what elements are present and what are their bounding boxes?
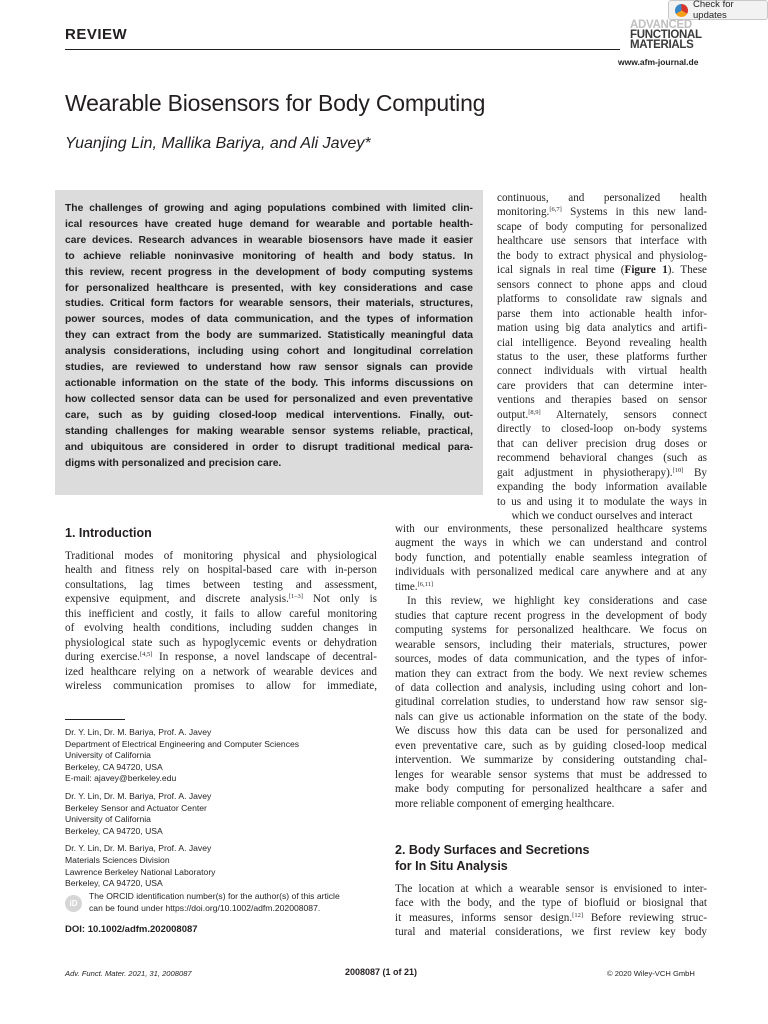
article-authors: Yuanjing Lin, Mallika Bariya, and Ali Javey* — [65, 135, 371, 152]
text-line: to us and using it to modulate the ways in — [497, 495, 707, 508]
text-line: body function, and potentially enable seamless integration of — [395, 551, 707, 564]
citation-ref[interactable]: [4,5] — [139, 651, 153, 659]
text-line: wireless communication promises to allow for immediate, — [65, 680, 377, 693]
affiliation-block — [65, 843, 385, 889]
affiliation-line: Dr. Y. Lin, Dr. M. Bariya, Prof. A. Javey — [65, 790, 212, 801]
affiliation-line: Lawrence Berkeley National Laboratory — [65, 866, 216, 877]
text-line: We discuss how this data can be used for personalized and — [395, 725, 707, 738]
abstract-line: analysis considerations, including using cohort and longitudinal correlation — [65, 346, 473, 358]
text-line: intervention. We summarize by considering outstanding chal- — [395, 754, 707, 767]
orcid-text — [89, 891, 340, 914]
affiliation-line: University of California — [65, 814, 151, 825]
text-line: In this review, we highlight key considerations and case — [407, 595, 707, 608]
text-fragment: it measures, informs sensor design. — [395, 911, 573, 924]
text-line: expanding the body information available — [497, 481, 707, 494]
text-line: studies that capture recent progress in the development of body — [395, 609, 707, 622]
text-line: physiological state such as hypoglycemic events or dehydration — [65, 636, 377, 649]
text-line — [395, 580, 707, 594]
affiliation-line: Dr. Y. Lin, Dr. M. Bariya, Prof. A. Javey — [65, 843, 212, 854]
affiliation-block — [65, 791, 385, 837]
citation-ref[interactable]: [1–3] — [288, 593, 303, 601]
text-line: tural and material considerations, we first review key body — [395, 926, 707, 939]
affiliation-line: Berkeley, CA 94720, USA — [65, 878, 163, 889]
text-line: care providers that can determine inter- — [497, 379, 707, 392]
affiliation-line: Dr. Y. Lin, Dr. M. Bariya, Prof. A. Javey — [65, 727, 212, 737]
text-line: sensors connect to phone apps and cloud — [497, 278, 707, 291]
text-line: individuals with personalized medical care anywhere and at any — [395, 566, 707, 579]
figure-ref[interactable]: Figure 1 — [624, 264, 668, 277]
text-fragment: Systems in this new land- — [561, 206, 707, 219]
text-line — [497, 466, 707, 480]
abstract-line: actionable information on the state of the body. This informs discussions on — [65, 377, 473, 389]
affiliation-line: Berkeley, CA 94720, USA — [65, 825, 163, 836]
abstract-line: they can extract from the body are summarized. Statistically meaningful data — [65, 330, 473, 342]
text-line: the body to extract physical and physiolog- — [497, 249, 707, 262]
text-line: mation using big data analytics and artifi- — [497, 322, 707, 335]
abstract-line: studies, are reviewed to understand how raw sensor signals can provide — [65, 362, 473, 374]
text-line — [497, 263, 707, 277]
journal-logo-line: ADVANCED — [630, 19, 692, 31]
abstract-line: power sources, modes of data communication, and the types of information — [65, 314, 473, 326]
citation-ref[interactable]: [6,11] — [417, 580, 434, 588]
text-line: mation they can extract from the body. We next review schemes — [395, 667, 707, 680]
journal-logo-line: FUNCTIONAL — [630, 29, 702, 41]
text-line: augment the ways in which we can understand and control — [395, 537, 707, 550]
text-line: connect individuals with virtual health — [497, 365, 707, 378]
affiliation-block — [65, 727, 385, 785]
text-line: consultations, lag times between testing and assessment, — [65, 578, 377, 591]
body-text-right — [395, 522, 707, 811]
citation-ref[interactable]: [10] — [672, 466, 684, 474]
text-line: which we conduct ourselves and interact — [511, 509, 693, 522]
text-line: nals can give us actionable information on the state of the body. — [395, 710, 707, 723]
journal-url[interactable]: www.afm-journal.de — [618, 57, 699, 67]
text-line: Traditional modes of monitoring physical and physiological — [65, 550, 377, 562]
text-line: more reliable component of emerging healthcare. — [395, 797, 615, 810]
text-line: parse them into actionable health infor- — [497, 307, 707, 320]
affiliation-line: Materials Sciences Division — [65, 854, 170, 865]
text-fragment: during exercise. — [65, 651, 140, 664]
body-text-right-top — [497, 191, 707, 523]
orcid-line: The ORCID identification number(s) for the author(s) of this article — [89, 891, 340, 901]
abstract-line: The challenges of growing and aging populations combined with limited clin- — [65, 203, 473, 214]
text-line: ventions and therapies based on sensor — [497, 394, 707, 407]
text-line: lenges for wearable sensor systems that must be addressed to — [395, 768, 707, 781]
text-line: sources, modes of data communication, and the types of infor- — [395, 653, 707, 666]
crossmark-icon — [675, 4, 688, 17]
text-fragment: By — [683, 466, 707, 479]
body-text-section2 — [395, 882, 707, 940]
text-fragment: time. — [395, 580, 418, 593]
text-line: platforms to consolidate raw signals and — [497, 293, 707, 306]
text-line — [65, 650, 377, 664]
article-title: Wearable Biosensors for Body Computing — [65, 90, 486, 116]
text-line — [395, 911, 707, 925]
abstract-line: how collected sensor data can be used for personalized and even preventative — [65, 393, 473, 405]
text-line: health and fitness rely on hospital-based care with in-person — [65, 564, 377, 577]
text-fragment: In response, a novel landscape of decentral- — [152, 651, 377, 664]
body-text-introduction — [65, 549, 377, 694]
text-fragment: Before reviewing struc- — [583, 911, 708, 924]
affiliation-line: University of California — [65, 750, 151, 761]
abstract-line: digms with personalized and precision care. — [65, 457, 282, 469]
text-fragment: Not only is — [302, 593, 377, 606]
footnote-rule — [65, 719, 125, 720]
abstract-line: to achieve reliable noninvasive monitoring of health and body status. In — [65, 250, 473, 262]
text-line: this inefficient and costly, it fails to allow careful monitoring — [65, 607, 377, 620]
orcid-link[interactable]: can be found under https://doi.org/10.1002/adfm.202008087. — [89, 902, 321, 913]
text-line: that can deliver precision drug doses or — [497, 437, 707, 450]
abstract-line: care devices. Research advances in wearable biosensors have made it easier — [65, 234, 473, 246]
section-label: REVIEW — [65, 26, 128, 43]
text-line: of data collection and analysis, including using cohort and lon- — [395, 681, 707, 694]
text-line: continuous, and personalized health — [497, 192, 707, 204]
text-line — [497, 205, 707, 219]
abstract-line: ical resources have created huge demand for wearable and portable health- — [65, 218, 473, 230]
abstract-line: care, such as by guiding closed-loop medical interventions. Finally, out- — [65, 409, 473, 421]
affiliation-line: Department of Electrical Engineering and Computer Sciences — [65, 738, 300, 749]
text-line — [65, 592, 377, 606]
affiliation-line: Berkeley Sensor and Actuator Center — [65, 802, 207, 813]
text-line: scape of body computing for personalized — [497, 220, 707, 233]
text-fragment: monitoring. — [497, 206, 550, 219]
text-line: computing systems for personalized healthcare. We focus on — [395, 624, 707, 637]
text-line: with our environments, these personalized healthcare systems — [395, 523, 707, 535]
text-fragment: gait adjustment in physiotherapy). — [497, 466, 673, 479]
citation-ref[interactable]: [8,9] — [528, 408, 541, 416]
section-heading-line: for In Situ Analysis — [395, 859, 508, 873]
header-rule — [65, 49, 620, 50]
journal-logo-line: MATERIALS — [630, 39, 694, 51]
affiliation-email[interactable]: E-mail: ajavey@berkeley.edu — [65, 773, 177, 784]
abstract-line: this review, recent progress in the development of body computing systems — [65, 266, 473, 278]
journal-logo — [630, 20, 708, 56]
text-line: wearable sensors, including their materials, structures, power — [395, 638, 707, 651]
text-fragment: ). These — [667, 264, 707, 277]
check-for-updates-label: Check for updates — [693, 0, 734, 21]
section-heading-introduction: 1. Introduction — [65, 526, 152, 540]
text-line: status to the user, these platforms further — [497, 350, 707, 363]
text-line: of evolving health conditions, including sudden changes in — [65, 622, 377, 635]
text-fragment: ical signals in real time ( — [497, 264, 625, 277]
text-line: gitudinal correlation studies, to understand how raw sensor sig- — [395, 696, 707, 709]
abstract-line: studies. Critical form factors for wearable sensors, their materials, structures, — [65, 298, 473, 310]
text-fragment: output. — [497, 408, 529, 421]
footer-page-number: 2008087 (1 of 21) — [345, 967, 418, 977]
affiliation-line: Berkeley, CA 94720, USA — [65, 761, 163, 772]
text-line: healthcare use sensors that interface with — [497, 235, 707, 248]
text-line: recommend behavioral changes (such as — [497, 452, 707, 465]
abstract-box — [55, 190, 483, 495]
citation-ref[interactable]: [12] — [572, 911, 583, 919]
section-heading-body-surfaces — [395, 842, 590, 874]
text-line — [497, 408, 707, 422]
abstract-line: for personalized healthcare is presented, with key considerations and case — [65, 282, 473, 294]
text-fragment: Alternately, sensors connect — [540, 408, 707, 421]
text-line: directly to closed-loop on-body systems — [497, 423, 707, 436]
text-line: ized healthcare relying on a network of wearable devices and — [65, 665, 377, 678]
abstract-line: and ubiquitous are considered in order to disrupt traditional medical para- — [65, 441, 473, 453]
text-line: face with the body, and the type of biofluid or biosignal that — [395, 897, 707, 910]
text-line: even preventative care, such as by guiding closed-loop medical — [395, 739, 707, 752]
footer-copyright: © 2020 Wiley-VCH GmbH — [607, 969, 695, 978]
check-for-updates-button[interactable] — [668, 0, 768, 20]
affiliations — [65, 727, 385, 896]
text-line: The location at which a wearable sensor is envisioned to inter- — [395, 883, 707, 895]
doi-link[interactable]: DOI: 10.1002/adfm.202008087 — [65, 924, 198, 935]
text-fragment: expensive equipment, and discrete analysis. — [65, 593, 289, 606]
orcid-icon: iD — [65, 895, 82, 912]
text-line: make body computing for personalized healthcare a safer and — [395, 783, 707, 796]
abstract-line: standing challenges for making wearable sensor systems reliable, practical, — [65, 425, 473, 437]
citation-ref[interactable]: [6,7] — [549, 206, 562, 214]
text-line: cial intelligence. Beyond revealing health — [497, 336, 707, 349]
footer-citation: Adv. Funct. Mater. 2021, 31, 2008087 — [65, 969, 192, 978]
section-heading-line: 2. Body Surfaces and Secretions — [395, 843, 590, 857]
